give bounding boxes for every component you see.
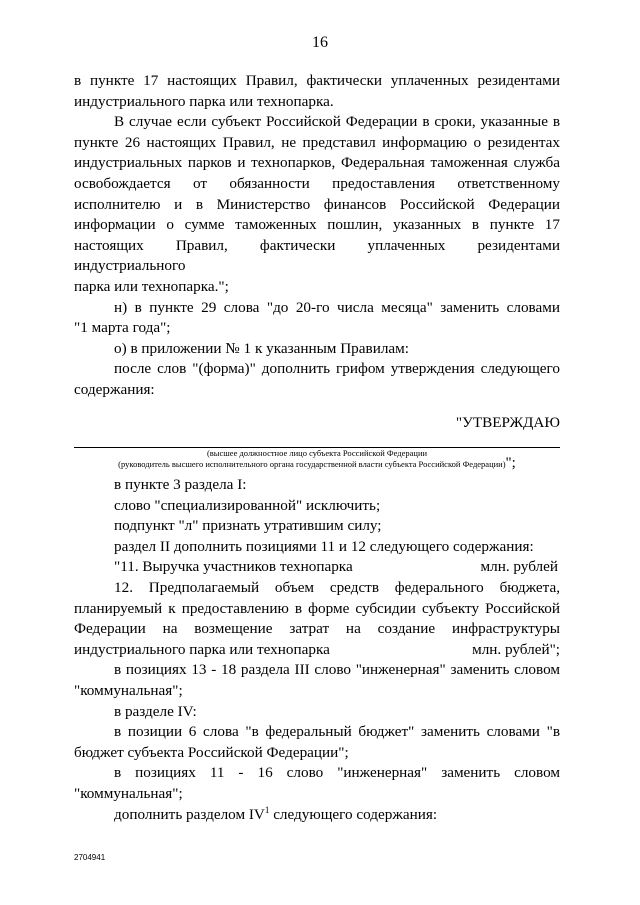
- text-line: настоящих Правил, фактически уплаченных резидентами индустриального: [74, 236, 560, 275]
- text-line: 12. Предполагаемый объем средств федерального бюджета,: [114, 579, 560, 597]
- text-line: "коммунальная";: [74, 785, 183, 802]
- text-line: в позиции 6 слова "в федеральный бюджет" заменить словами "в: [114, 723, 560, 741]
- text-line: раздел II дополнить позициями 11 и 12 следующего содержания:: [114, 537, 534, 555]
- text-line: бюджет субъекта Российской Федерации";: [74, 743, 349, 761]
- text-line: в позициях 13 - 18 раздела III слово "инженерная" заменить словом: [114, 661, 560, 679]
- text-line: планируемый к предоставлению в форме субсидии субъекту Российской: [74, 599, 560, 617]
- text-line: подпункт "л" признать утратившим силу;: [114, 517, 382, 535]
- approval-heading: "УТВЕРЖДАЮ: [455, 413, 560, 431]
- text-line: "коммунальная";: [74, 682, 183, 700]
- text-line: н) в пункте 29 слова "до 20-го числа месяца" заменить словами: [114, 298, 560, 316]
- text-line: содержания:: [74, 380, 155, 398]
- text-line: дополнить разделом $IV^1$ следующего содержания:: [114, 804, 438, 823]
- page-number: 16: [312, 34, 328, 51]
- document-code: 2704941: [74, 853, 106, 862]
- text-line: парка или технопарка.";: [74, 277, 229, 295]
- text-line: информации о сумме таможенных пошлин, указанных в пункте 17: [74, 216, 560, 234]
- text-line: Федерации на возмещение затрат на создание инфраструктуры: [74, 620, 560, 638]
- text-line: в пункте 3 раздела I:: [114, 476, 247, 494]
- official-caption: (высшее должностное лицо субъекта Российской Федерации: [206, 448, 428, 459]
- text-line: индустриального парка или технопарка.: [74, 92, 334, 110]
- position-12-row: индустриального парка или технопарка млн. рублей";: [74, 640, 560, 658]
- text-line: слово "специализированной" исключить;: [114, 496, 381, 514]
- text-line: В случае если субъект Российской Федерации в сроки, указанные в: [114, 113, 560, 131]
- position-11-row: "11. Выручка участников технопарка млн. рублей: [114, 558, 558, 576]
- text-line: индустриальных парков и технопарков, Федеральная таможенная служба: [74, 154, 560, 172]
- document-body: [74, 71, 560, 825]
- text-line: освобождается от обязанности предоставления ответственному: [74, 174, 560, 192]
- text-line: после слов "(форма)" дополнить грифом утверждения следующего: [114, 360, 560, 378]
- text-line: исполнителю и в Министерство финансов Российской Федерации: [74, 195, 560, 213]
- text-line: в позициях 11 - 16 слово "инженерная" заменить словом: [114, 764, 560, 782]
- text-line: о) в приложении № 1 к указанным Правилам:: [114, 339, 409, 357]
- text-line: в пункте 17 настоящих Правил, фактически уплаченных резидентами: [74, 72, 560, 89]
- head-caption: (руководитель высшего исполнительного органа государственной власти субъекта Российской Федерации)";: [118, 455, 516, 472]
- text-line: "1 марта года";: [74, 319, 171, 337]
- text-line: в разделе IV:: [114, 702, 197, 720]
- text-line: пункте 26 настоящих Правил, не представил информацию о резидентах: [74, 133, 560, 151]
- approval-stamp-block: [74, 413, 560, 470]
